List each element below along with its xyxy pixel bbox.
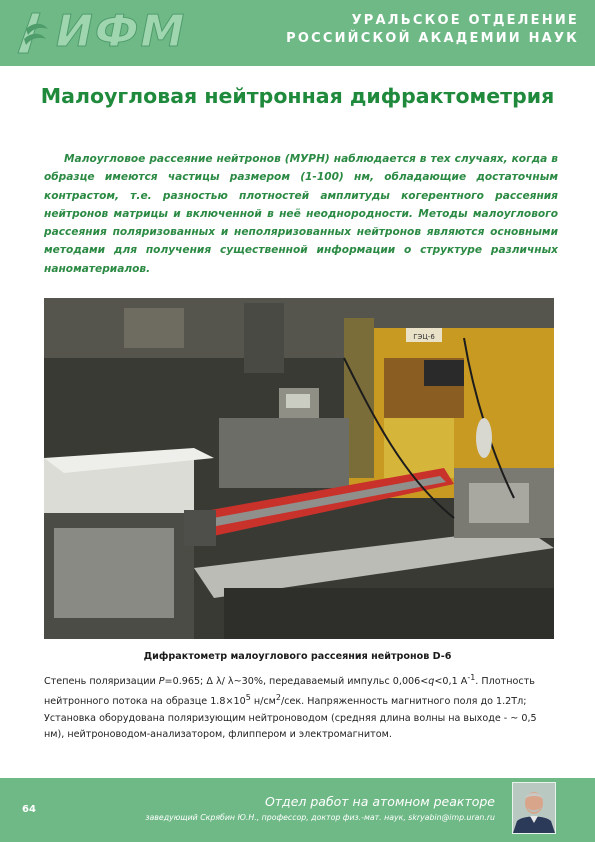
specs-text-5: н/см — [250, 695, 276, 707]
page-number: 64 — [22, 804, 36, 815]
diffractometer-photo — [44, 298, 554, 639]
photo-illustration — [44, 298, 554, 639]
specs-symbol-p: P — [158, 676, 165, 688]
logo-text: ИФМ — [56, 6, 187, 57]
head-portrait-photo — [512, 782, 556, 834]
org-line-1: УРАЛЬСКОЕ ОТДЕЛЕНИЕ — [351, 13, 579, 28]
figure-caption: Дифрактометр малоуглового рассеяния нейтронов D-6 — [143, 651, 452, 662]
organization-name — [286, 12, 579, 48]
page-header — [0, 0, 595, 66]
specs-superscript-3: 2 — [275, 692, 281, 702]
department-head: заведующий Скрябин Ю.Н., профессор, доктор физ.-мат. наук, skryabin@imp.uran.ru — [145, 813, 495, 822]
logo-emblem-icon — [12, 9, 52, 55]
specs-text-4: . Плотность нейтронного потока на образце 1.8×10 — [44, 676, 535, 707]
page-footer — [0, 778, 595, 842]
equipment-label: ГЭЦ-6 — [413, 333, 435, 341]
specs-text-6: /сек. Напряженность магнитного поля до 1.2Тл; — [280, 695, 527, 707]
specs-text-2: =0.965; Δ λ/ λ~30%, передаваемый импульс 0,006< — [164, 676, 429, 688]
equipment-paragraph: Установка оборудована поляризующим нейтроноводом (средняя длина волны на выходе - ~ 0,5 нм), нейтроноводом-анализатором, флиппером и электромагнитом. — [44, 713, 537, 740]
department-name: Отдел работ на атомном реакторе — [264, 794, 495, 809]
specs-superscript-1: -1 — [467, 673, 476, 682]
specs-text-1: Степень поляризации — [44, 676, 159, 688]
institute-logo — [12, 4, 186, 60]
specs-text-3: <0,1 A — [434, 676, 468, 688]
abstract-paragraph: Малоугловое рассеяние нейтронов (МУРН) наблюдается в тех случаях, когда в образце имеются частицы размером (1-100) нм, обладающие достаточным контрастом, т.е. разностью плотностей амплитуды когерентного рассеяния нейтронов матрицы и включенной в неё неоднородности. Методы малоуглового рассеяния поляризованных и неполяризованных нейтронов являются основными методами для получения существенной информации о структуре различных наноматериалов. — [44, 153, 558, 275]
specs-superscript-2: 5 — [245, 692, 251, 702]
org-line-2: РОССИЙСКОЙ АКАДЕМИИ НАУК — [286, 31, 579, 46]
specs-paragraph — [44, 670, 556, 709]
specs-symbol-q: q — [428, 676, 435, 688]
page-title: Малоугловая нейтронная дифрактометрия — [40, 84, 555, 108]
